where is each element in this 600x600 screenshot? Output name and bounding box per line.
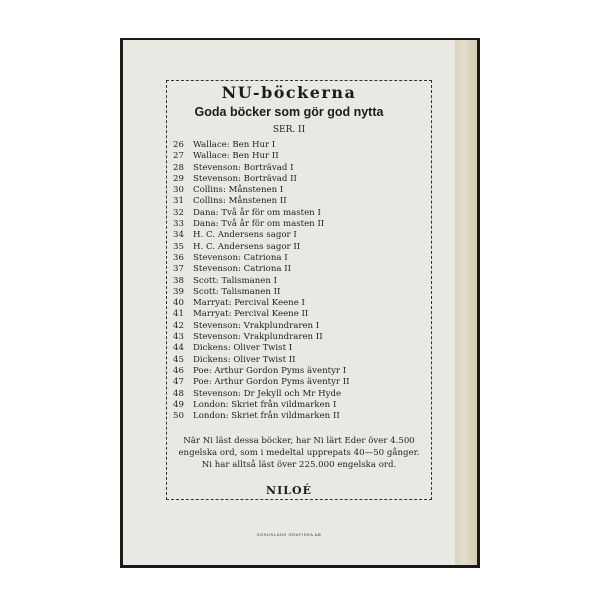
book-number: 31: [173, 196, 184, 207]
list-item: [173, 174, 423, 185]
book-number: 40: [173, 298, 184, 309]
list-item: [173, 332, 423, 343]
list-item: [173, 287, 423, 298]
list-item: [173, 253, 423, 264]
book-number: 47: [173, 377, 184, 388]
book-spine: [455, 40, 477, 565]
book-title: Wallace: Ben Hur II: [193, 151, 279, 162]
list-item: [173, 309, 423, 320]
book-title: Scott: Talismanen I: [193, 275, 278, 286]
book-title: London: Skriet från vildmarken I: [193, 399, 337, 410]
book-title: Stevenson: Borträvad I: [193, 162, 294, 173]
book-title: Dickens: Oliver Twist I: [193, 343, 293, 354]
book-number: 36: [173, 252, 184, 263]
book-number: 30: [173, 185, 184, 196]
book-title: Marryat: Percival Keene II: [193, 309, 309, 320]
list-item: [173, 411, 423, 422]
list-item: [173, 264, 423, 275]
book-number: 39: [173, 286, 184, 297]
book-number: 28: [173, 162, 184, 173]
book-title: Stevenson: Dr Jekyll och Mr Hyde: [193, 388, 342, 399]
list-item: [173, 230, 423, 241]
list-item: [173, 400, 423, 411]
book-number: 29: [173, 173, 184, 184]
book-title: Marryat: Percival Keene I: [193, 298, 305, 309]
book-number: 37: [173, 264, 184, 275]
list-item: [173, 276, 423, 287]
book-title: Dana: Två år för om masten II: [193, 219, 325, 230]
book-number: 50: [173, 411, 184, 422]
list-item: [173, 163, 423, 174]
book-title: London: Skriet från vildmarken II: [193, 411, 340, 422]
list-item: [173, 366, 423, 377]
book-title: Scott: Talismanen II: [193, 286, 281, 297]
book-title: Dickens: Oliver Twist II: [193, 354, 296, 365]
book-number: 26: [173, 140, 184, 150]
summary-paragraph: När Ni läst dessa böcker, har Ni lärt Eder över 4.500 engelska ord, som i medeltal upprepats 40—50 gånger. Ni har alltså läst över 225.000 engelska ord.: [178, 436, 420, 470]
book-list: [173, 140, 423, 422]
book-number: 43: [173, 332, 184, 343]
publisher-logo-text: NILOÉ: [266, 484, 312, 497]
list-item: [173, 355, 423, 366]
book-title: Poe: Arthur Gordon Pyms äventyr I: [193, 365, 347, 376]
book-title: Stevenson: Borträvad II: [193, 173, 297, 184]
book-title: Stevenson: Vrakplundraren II: [193, 332, 323, 343]
list-item: [173, 185, 423, 196]
book-title: Stevenson: Vrakplundraren I: [193, 320, 320, 331]
list-item: [173, 208, 423, 219]
book-title: Wallace: Ben Hur I: [193, 140, 276, 150]
book-number: 45: [173, 354, 184, 365]
book-title: H. C. Andersens sagor I: [193, 230, 297, 241]
book-number: 42: [173, 320, 184, 331]
book-title: Stevenson: Catriona I: [193, 252, 288, 263]
list-item: [173, 343, 423, 354]
cover-title: NU-böckerna: [221, 83, 357, 102]
book-number: 27: [173, 151, 184, 162]
series-label: SER. II: [272, 125, 306, 135]
list-item: [173, 389, 423, 400]
book-number: 41: [173, 309, 184, 320]
book-number: 35: [173, 241, 184, 252]
printer-imprint: SOHUSLÄNS GRAFISKA AB: [256, 532, 322, 537]
book-number: 32: [173, 207, 184, 218]
list-item: [173, 196, 423, 207]
book-number: 46: [173, 365, 184, 376]
book-number: 38: [173, 275, 184, 286]
list-item: [173, 298, 423, 309]
cover-subtitle: Goda böcker som gör god nytta: [194, 105, 384, 119]
list-item: [173, 140, 423, 151]
list-item: [173, 151, 423, 162]
book-number: 44: [173, 343, 184, 354]
list-item: [173, 321, 423, 332]
book-number: 49: [173, 399, 184, 410]
list-item: [173, 219, 423, 230]
book-title: Poe: Arthur Gordon Pyms äventyr II: [193, 377, 350, 388]
book-title: H. C. Andersens sagor II: [193, 241, 301, 252]
book-title: Collins: Månstenen I: [193, 185, 284, 196]
book-title: Dana: Två år för om masten I: [193, 207, 321, 218]
book-number: 34: [173, 230, 184, 241]
list-item: [173, 377, 423, 388]
book-title: Stevenson: Catriona II: [193, 264, 292, 275]
book-number: 33: [173, 219, 184, 230]
list-item: [173, 242, 423, 253]
book-title: Collins: Månstenen II: [193, 196, 287, 207]
book-number: 48: [173, 388, 184, 399]
